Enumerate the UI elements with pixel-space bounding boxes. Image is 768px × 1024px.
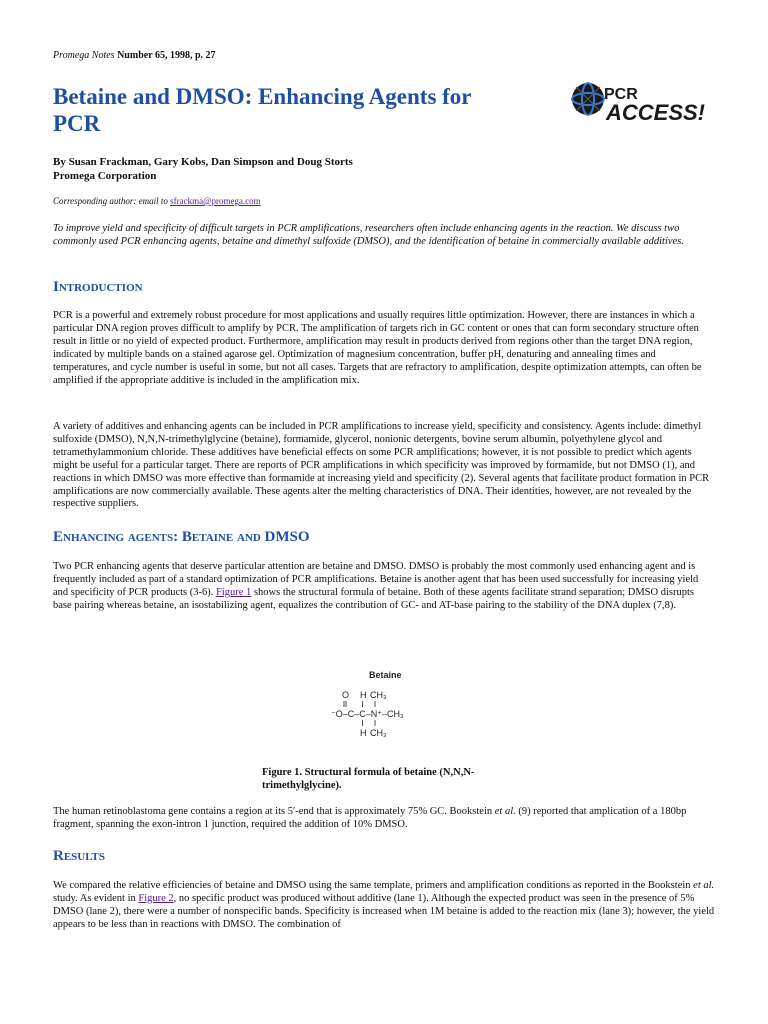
intro-paragraph-1: PCR is a powerful and extremely robust procedure for most applications and usually requires little optimization. However, there are instances in which a particular DNA region proves difficult to amplify by PCR. The amplification of targets rich in GC content or ones that can form secondary structure often result in little or no yield of expected product. Furthermore, amplification may result in products derived from regions other than the target DNA region, indicated by multiple bands on a stained agarose gel. Optimization of magnesium concentration, buffer pH, denaturing and annealing times and temperatures, and cycle number is useful in some, but not all cases. Targets that are refractory to amplification, despite optimization attempts, can often be amplified if the appropriate additive is included in the amplification mix. [53, 310, 702, 386]
atom-h-top: H [360, 690, 367, 700]
atom-ch3-top: CH₃ [370, 690, 387, 700]
results-paragraph [53, 880, 715, 932]
enhancing-paragraph [53, 561, 715, 613]
rb-text-b: (9) reported that amplication of a 180bp fragment, spanning the exon-intron 1 junction, required the addition of 10% DMSO. [53, 806, 687, 830]
abstract: To improve yield and specificity of difficult targets in PCR amplifications, researchers often include enhancing agents in the reaction. We discuss two commonly used PCR enhancing agents, betaine and dimethyl sulfoxide (DMSO), and the identification of betaine in commercially available additives. [53, 223, 684, 247]
results-text-a: We compared the relative efficiencies of betaine and DMSO using the same template, primers and amplification conditions as reported in the Bookstein [53, 880, 694, 891]
email-link[interactable]: sfrackma@promega.com [170, 196, 261, 206]
atom-h-bottom: H [360, 728, 367, 738]
journal-name: Promega Notes [53, 50, 115, 61]
section-heading-introduction: Introduction [53, 279, 143, 295]
corresponding-author [53, 196, 261, 206]
figure-label: Betaine [369, 670, 402, 680]
pcr-access-logo [568, 75, 718, 135]
results-text-c: , no specific product was produced without additive (lane 1). Although the expected product was seen in the presence of 5% DMSO (lane 2), there were a number of nonspecific bands. Specificity is increased when 1M betaine is added to the reaction mix (lane 3); however, the yield appears to be less than in reactions with DMSO. The combination of [53, 892, 715, 930]
author-names: By Susan Frackman, Gary Kobs, Dan Simpson and Doug Storts [53, 156, 353, 168]
results-et-al: et al. [693, 880, 715, 891]
page-title: Betaine and DMSO: Enhancing Agents for PCR [53, 84, 472, 136]
section-heading-enhancing-agents: Enhancing agents: Betaine and DMSO [53, 529, 310, 545]
enhancing-text-a: Two PCR enhancing agents that deserve particular attention are betaine and DMSO. DMSO is probably the most commonly used enhancing agent and is frequently included as part of a standard optimization of PCR amplifications. Betaine is another agent that has been used successfully for increasing yield and specificity of PCR products (3-6). [53, 561, 699, 598]
enhancing-text-b: shows the structural formula of betaine. Both of these agents facilitate strand separation; DMSO disrupts base pairing whereas betaine, an isostabilizing agent, equalizes the contribution of GC- and AT-base pairing to the stability of the DNA duplex (7,8). [53, 586, 694, 611]
authors-block [53, 155, 353, 183]
rb-text-a: The human retinoblastoma gene contains a region at its 5′-end that is approximately 75% GC. Bookstein [53, 806, 495, 817]
betaine-structure-figure [320, 668, 440, 748]
atom-ch3-bottom: CH₃ [370, 728, 387, 738]
source-line [53, 50, 216, 61]
figure-1-caption: Figure 1. Structural formula of betaine (N,N,N-trimethylglycine). [262, 767, 475, 791]
rb-et-al: et al. [494, 806, 516, 817]
logo-access-text: ACCESS! [606, 100, 706, 125]
figure-1-link[interactable]: Figure 1 [216, 586, 252, 598]
atom-o-top: O [342, 690, 350, 700]
author-org: Promega Corporation [53, 170, 157, 182]
figure-2-link[interactable]: Figure 2 [138, 892, 174, 904]
atom-main-chain: ⁻O–C–C–N⁺–CH₃ [331, 709, 404, 719]
results-text-b: study. As evident in [53, 892, 139, 904]
retinoblastoma-paragraph [53, 806, 715, 832]
section-heading-results: Results [53, 848, 106, 864]
issue-info: Number 65, 1998, p. 27 [114, 50, 216, 61]
logo-pcr-text: PCR [604, 86, 638, 103]
intro-paragraph-2: A variety of additives and enhancing agents can be included in PCR amplifications to increase yield, specificity and consistency. Agents include: dimethyl sulfoxide (DMSO), N,N,N-trimethylglycine (betaine), formamide, glycerol, nonionic detergents, bovine serum albumin, polyethylene glycol and tetramethylammonium chloride. These additives have beneficial effects on some PCR amplifications; however, it is not possible to predict which agents might be useful for a particular target. There are reports of PCR amplifications in which specificity was improved by formamide, but not DMSO (1), and reactions in which DMSO was more effective than formamide at increasing yield and specificity (2). Several agents that facilitate product formation in PCR amplifications are now commercially available. These agents alter the melting characteristics of DNA. Their identities, however, are not revealed by the respective suppliers. [53, 421, 710, 510]
corresponding-prefix: Corresponding author: email to [53, 196, 171, 206]
